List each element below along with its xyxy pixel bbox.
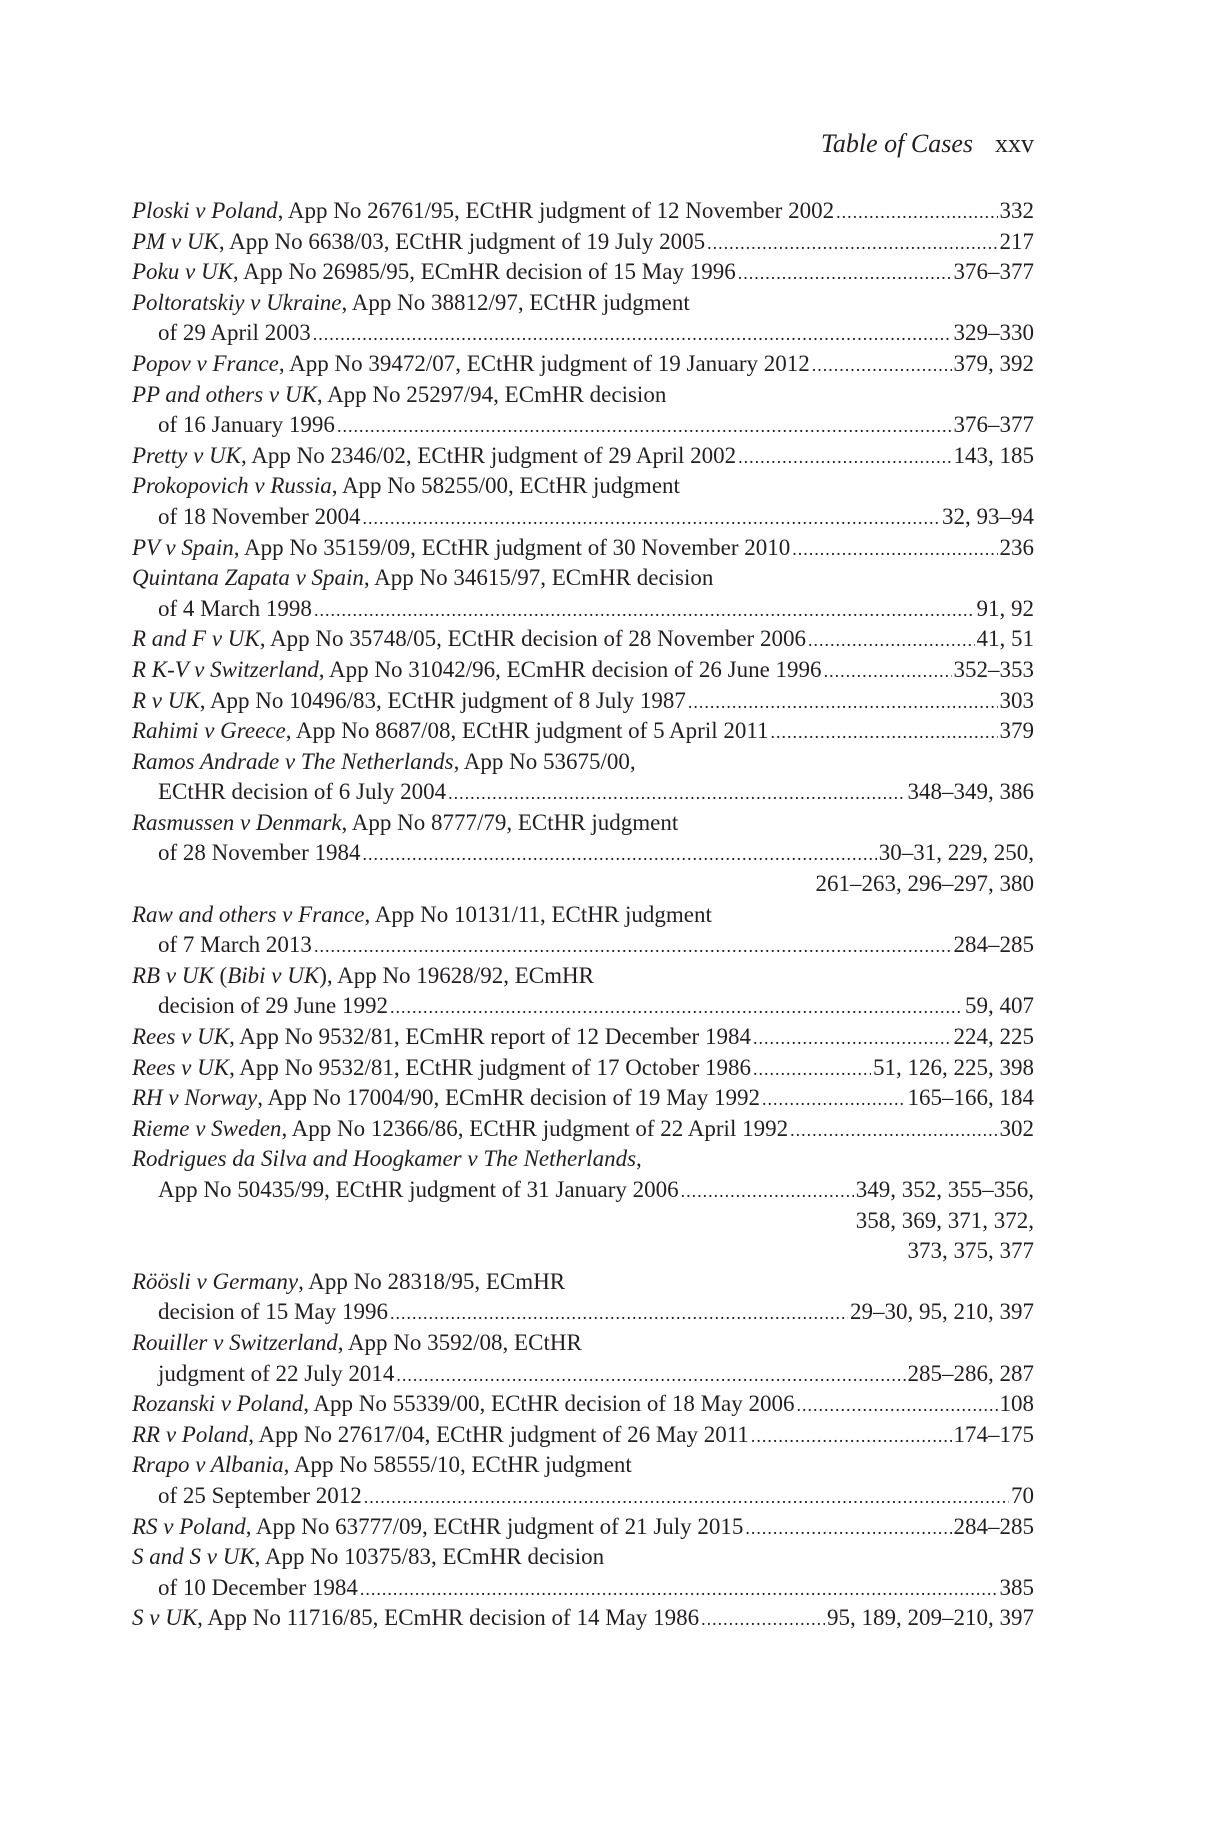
dot-leader: [688, 687, 998, 717]
dot-leader: [738, 258, 952, 288]
case-entry-line: [132, 961, 1034, 992]
case-citation: [132, 655, 822, 686]
page-references: 349, 352, 355–356,: [855, 1177, 1034, 1202]
case-citation: [132, 747, 636, 778]
case-citation: [132, 1083, 760, 1114]
case-name: RR v Poland: [132, 1421, 249, 1447]
page-references: 284–285: [953, 1513, 1034, 1539]
case-entry-continuation: [132, 502, 1034, 533]
case-entry-continuation: [132, 1573, 1034, 1604]
case-citation: [132, 1603, 699, 1634]
case-entry-line: [132, 257, 1034, 288]
case-entry-line: [132, 655, 1034, 686]
page-references: 376–377: [953, 259, 1034, 285]
dot-leader: [390, 992, 963, 1022]
case-entry-line: [132, 686, 1034, 717]
citation-text: , App No 63777/09, ECtHR judgment of 21 July 2015: [245, 1513, 744, 1539]
case-name: Ploski v Poland: [132, 198, 278, 223]
citation-text: , App No 11716/85, ECmHR decision of 14 May 1986: [197, 1605, 700, 1631]
dot-leader: [314, 931, 952, 961]
citation-text: , App No 25297/94, ECmHR decision: [316, 381, 667, 407]
dot-leader: [824, 656, 952, 686]
citation-text: ), App No 19628/92, ECmHR: [319, 962, 594, 988]
case-citation: [132, 686, 686, 717]
citation-text: , App No 10375/83, ECmHR decision: [254, 1544, 605, 1570]
case-citation: [132, 1328, 582, 1359]
dot-leader: [396, 1360, 905, 1390]
page-references: 32, 93–94: [942, 503, 1034, 529]
case-entry-continuation: [132, 1175, 1034, 1206]
case-citation: [132, 471, 680, 502]
citation-text: , App No 39472/07, ECtHR judgment of 19 January 2012: [278, 350, 810, 376]
case-name: RB v UK: [132, 962, 214, 988]
case-name: S and S v UK: [132, 1544, 255, 1570]
citation-text: , App No 10131/11, ECtHR judgment: [364, 901, 712, 927]
case-name: Raw and others v France: [132, 901, 365, 927]
page-references-continuation: [132, 869, 1034, 900]
citation-text: of 4 March 1998: [158, 595, 312, 621]
case-entry-continuation: [132, 1359, 1034, 1390]
citation-text: , App No 26761/95, ECtHR judgment of 12 November 2002: [277, 198, 835, 223]
case-entry-continuation: [132, 991, 1034, 1022]
dot-leader: [701, 1604, 825, 1634]
dot-leader: [808, 625, 975, 655]
case-citation: [132, 1512, 743, 1543]
dot-leader: [390, 1298, 848, 1328]
page-references: 302: [999, 1115, 1034, 1141]
case-entry-line: [132, 808, 1034, 839]
page-references: 165–166, 184: [907, 1085, 1034, 1111]
page-references: 379: [999, 718, 1034, 744]
case-citation: [132, 257, 736, 288]
citation-text: , App No 12366/86, ECtHR judgment of 22 April 1992: [281, 1115, 789, 1141]
case-name: PM v UK: [132, 228, 219, 254]
citation-text: of 10 December 1984: [158, 1574, 358, 1600]
case-entry-line: [132, 380, 1034, 411]
case-entry-line: [132, 1389, 1034, 1420]
page-references: 59, 407: [965, 993, 1034, 1019]
dot-leader: [364, 1482, 1009, 1512]
citation-text: , App No 26985/95, ECmHR decision of 15 May 1996: [232, 259, 736, 285]
case-entry-line: [132, 900, 1034, 931]
page-references: 70: [1011, 1482, 1034, 1508]
citation-text: , App No 2346/02, ECtHR judgment of 29 April 2002: [241, 442, 737, 468]
case-entry-line: [132, 441, 1034, 472]
citation-text: , App No 53675/00,: [453, 748, 636, 774]
case-name: Poltoratskiy v Ukraine: [132, 289, 342, 315]
page-references: 91, 92: [976, 595, 1034, 621]
case-entry-line: [132, 716, 1034, 747]
table-of-cases: [132, 196, 1034, 1634]
case-entry-line: [132, 624, 1034, 655]
citation-text: , App No 8777/79, ECtHR judgment: [341, 809, 679, 835]
case-name: Pretty v UK: [132, 442, 242, 468]
citation-text: ,: [636, 1146, 642, 1172]
citation-text: , App No 34615/97, ECmHR decision: [363, 565, 714, 591]
dot-leader: [337, 411, 952, 441]
page-references: 29–30, 95, 210, 397: [850, 1299, 1034, 1325]
case-citation: [132, 349, 810, 380]
dot-leader: [707, 228, 997, 258]
case-entry-line: [132, 1512, 1034, 1543]
case-entry-line: [132, 747, 1034, 778]
running-title: Table of Cases: [820, 129, 973, 158]
case-citation: [132, 196, 834, 227]
dot-leader: [314, 595, 975, 625]
case-citation: [132, 624, 806, 655]
page-references: 30–31, 229, 250,: [878, 840, 1034, 866]
citation-text: of 28 November 1984: [158, 840, 361, 866]
case-name: Rasmussen v Denmark: [132, 809, 342, 835]
page-number: xxv: [995, 129, 1034, 158]
dot-leader: [797, 1390, 998, 1420]
citation-text: , App No 35748/05, ECtHR decision of 28 November 2006: [259, 626, 806, 652]
page-references: 385: [999, 1574, 1034, 1600]
case-entry-line: [132, 1267, 1034, 1298]
case-entry-continuation: [132, 594, 1034, 625]
case-citation: [132, 1542, 604, 1573]
case-entry-line: [132, 1420, 1034, 1451]
case-citation: [132, 441, 736, 472]
page-references: 329–330: [953, 320, 1034, 346]
case-entry-line: [132, 1022, 1034, 1053]
page-references: 143, 185: [953, 442, 1034, 468]
citation-text: (: [213, 962, 228, 988]
case-name: Ramos Andrade v The Netherlands: [132, 748, 454, 774]
citation-text: , App No 3592/08, ECtHR: [337, 1329, 582, 1355]
page-references: 348–349, 386: [907, 779, 1034, 805]
page-references: 95, 189, 209–210, 397: [827, 1605, 1034, 1631]
case-citation: [132, 1053, 751, 1084]
case-name: Popov v France: [132, 350, 279, 376]
citation-text: , App No 8687/08, ECtHR judgment of 5 April 2011: [285, 718, 769, 744]
citation-text: of 29 April 2003: [158, 320, 311, 346]
case-entry-line: [132, 349, 1034, 380]
case-name: R K-V v Switzerland: [132, 656, 319, 682]
citation-text: , App No 28318/95, ECmHR: [298, 1268, 566, 1294]
citation-text: decision of 29 June 1992: [158, 993, 388, 1019]
case-name: Rouiller v Switzerland: [132, 1329, 338, 1355]
dot-leader: [771, 717, 998, 747]
citation-text: App No 50435/99, ECtHR judgment of 31 January 2006: [158, 1177, 679, 1202]
case-name: RH v Norway: [132, 1085, 258, 1111]
case-name: Rees v UK: [132, 1024, 230, 1050]
case-entry-line: [132, 563, 1034, 594]
case-entry-continuation: [132, 1481, 1034, 1512]
case-name: PP and others v UK: [132, 381, 317, 407]
case-entry-line: [132, 1053, 1034, 1084]
citation-text: , App No 9532/81, ECmHR report of 12 December 1984: [229, 1024, 751, 1050]
page-references: 284–285: [953, 932, 1034, 958]
citation-text: judgment of 22 July 2014: [158, 1360, 395, 1386]
case-entry-line: [132, 288, 1034, 319]
case-entry-line: [132, 471, 1034, 502]
case-name: Rahimi v Greece: [132, 718, 286, 744]
running-header: [132, 126, 1034, 162]
case-citation: [132, 1144, 642, 1175]
dot-leader: [738, 442, 951, 472]
case-entry-line: [132, 1603, 1034, 1634]
page-references: 41, 51: [976, 626, 1034, 652]
case-entry-continuation: [132, 777, 1034, 808]
case-name: Röösli v Germany: [132, 1268, 299, 1294]
case-entry-line: [132, 196, 1034, 227]
dot-leader: [762, 1084, 905, 1114]
case-citation: [132, 900, 712, 931]
page-references: 376–377: [953, 412, 1034, 438]
case-name: Rrapo v Albania: [132, 1452, 284, 1478]
dot-leader: [363, 503, 941, 533]
dot-leader: [751, 1421, 952, 1451]
case-name: R v UK: [132, 687, 200, 713]
dot-leader: [360, 1574, 998, 1604]
case-citation: [132, 961, 594, 992]
dot-leader: [836, 197, 997, 227]
dot-leader: [681, 1176, 854, 1206]
case-entry-continuation: [132, 838, 1034, 869]
case-citation: [132, 380, 666, 411]
dot-leader: [313, 319, 952, 349]
citation-text: , App No 58255/00, ECtHR judgment: [331, 473, 680, 499]
dot-leader: [753, 1023, 952, 1053]
citation-text: of 7 March 2013: [158, 932, 312, 958]
case-name: Rozanski v Poland: [132, 1391, 304, 1417]
case-entry-line: [132, 1542, 1034, 1573]
case-citation: [132, 227, 705, 258]
case-citation: [132, 808, 678, 839]
case-entry-line: [132, 1328, 1034, 1359]
case-name: Rodrigues da Silva and Hoogkamer v The Netherlands: [132, 1146, 637, 1172]
case-entry-line: [132, 1144, 1034, 1175]
citation-text: of 16 January 1996: [158, 412, 335, 438]
page-references: 261–263, 296–297, 380: [815, 871, 1034, 897]
page-references: 217: [999, 228, 1034, 254]
page-references: 224, 225: [953, 1024, 1034, 1050]
dot-leader: [363, 839, 877, 869]
page-references: 373, 375, 377: [907, 1238, 1034, 1264]
citation-text: ECtHR decision of 6 July 2004: [158, 779, 447, 805]
citation-text: , App No 38812/97, ECtHR judgment: [341, 289, 690, 315]
page-references: 379, 392: [953, 350, 1034, 376]
case-name: Poku v UK: [132, 259, 233, 285]
citation-text: , App No 10496/83, ECtHR judgment of 8 July 1987: [199, 687, 686, 713]
case-entry-continuation: [132, 930, 1034, 961]
citation-text: , App No 9532/81, ECtHR judgment of 17 October 1986: [229, 1054, 752, 1080]
page-references: 358, 369, 371, 372,: [855, 1207, 1034, 1233]
case-name: Rieme v Sweden: [132, 1115, 282, 1141]
case-entry-line: [132, 1114, 1034, 1145]
case-entry-line: [132, 1450, 1034, 1481]
page-references: 352–353: [953, 656, 1034, 682]
citation-text: , App No 17004/90, ECmHR decision of 19 May 1992: [257, 1085, 761, 1111]
case-citation: [132, 1114, 788, 1145]
case-name: Rees v UK: [132, 1054, 230, 1080]
case-name: S v UK: [132, 1605, 198, 1631]
dot-leader: [792, 534, 997, 564]
page-references-continuation: [132, 1206, 1034, 1237]
case-citation: [132, 1022, 751, 1053]
case-citation: [132, 716, 769, 747]
page-references: 236: [999, 534, 1034, 560]
page-references-continuation: [132, 1236, 1034, 1267]
case-name: PV v Spain: [132, 534, 234, 560]
citation-text: , App No 35159/09, ECtHR judgment of 30 November 2010: [233, 534, 791, 560]
page-references: 332: [999, 198, 1034, 223]
case-name: RS v Poland: [132, 1513, 246, 1539]
case-name: Quintana Zapata v Spain: [132, 565, 364, 591]
citation-text: , App No 31042/96, ECmHR decision of 26 June 1996: [318, 656, 822, 682]
citation-text: decision of 15 May 1996: [158, 1299, 388, 1325]
citation-text: , App No 55339/00, ECtHR decision of 18 May 2006: [303, 1391, 795, 1417]
case-entry-line: [132, 533, 1034, 564]
dot-leader: [753, 1054, 871, 1084]
dot-leader: [812, 350, 952, 380]
case-citation: [132, 288, 690, 319]
case-entry-line: [132, 227, 1034, 258]
citation-text: of 25 September 2012: [158, 1482, 362, 1508]
case-citation: [132, 1389, 795, 1420]
page-references: 285–286, 287: [907, 1360, 1034, 1386]
case-entry-continuation: [132, 410, 1034, 441]
case-entry-continuation: [132, 318, 1034, 349]
case-citation: [132, 563, 713, 594]
case-citation: [132, 1420, 749, 1451]
page-references: 108: [999, 1391, 1034, 1417]
case-citation: [132, 1267, 565, 1298]
page-references: 51, 126, 225, 398: [873, 1054, 1034, 1080]
citation-text: , App No 27617/04, ECtHR judgment of 26 May 2011: [248, 1421, 749, 1447]
case-entry-line: [132, 1083, 1034, 1114]
citation-text: , App No 58555/10, ECtHR judgment: [283, 1452, 632, 1478]
case-name: R and F v UK: [132, 626, 260, 652]
case-alt-name: Bibi v UK: [227, 962, 320, 988]
case-citation: [132, 533, 790, 564]
case-entry-continuation: [132, 1297, 1034, 1328]
page-references: 303: [999, 687, 1034, 713]
dot-leader: [448, 778, 905, 808]
dot-leader: [790, 1115, 997, 1145]
dot-leader: [745, 1513, 951, 1543]
citation-text: , App No 6638/03, ECtHR judgment of 19 July 2005: [218, 228, 706, 254]
case-name: Prokopovich v Russia: [132, 473, 332, 499]
page-references: 174–175: [953, 1421, 1034, 1447]
citation-text: of 18 November 2004: [158, 503, 361, 529]
case-citation: [132, 1450, 632, 1481]
